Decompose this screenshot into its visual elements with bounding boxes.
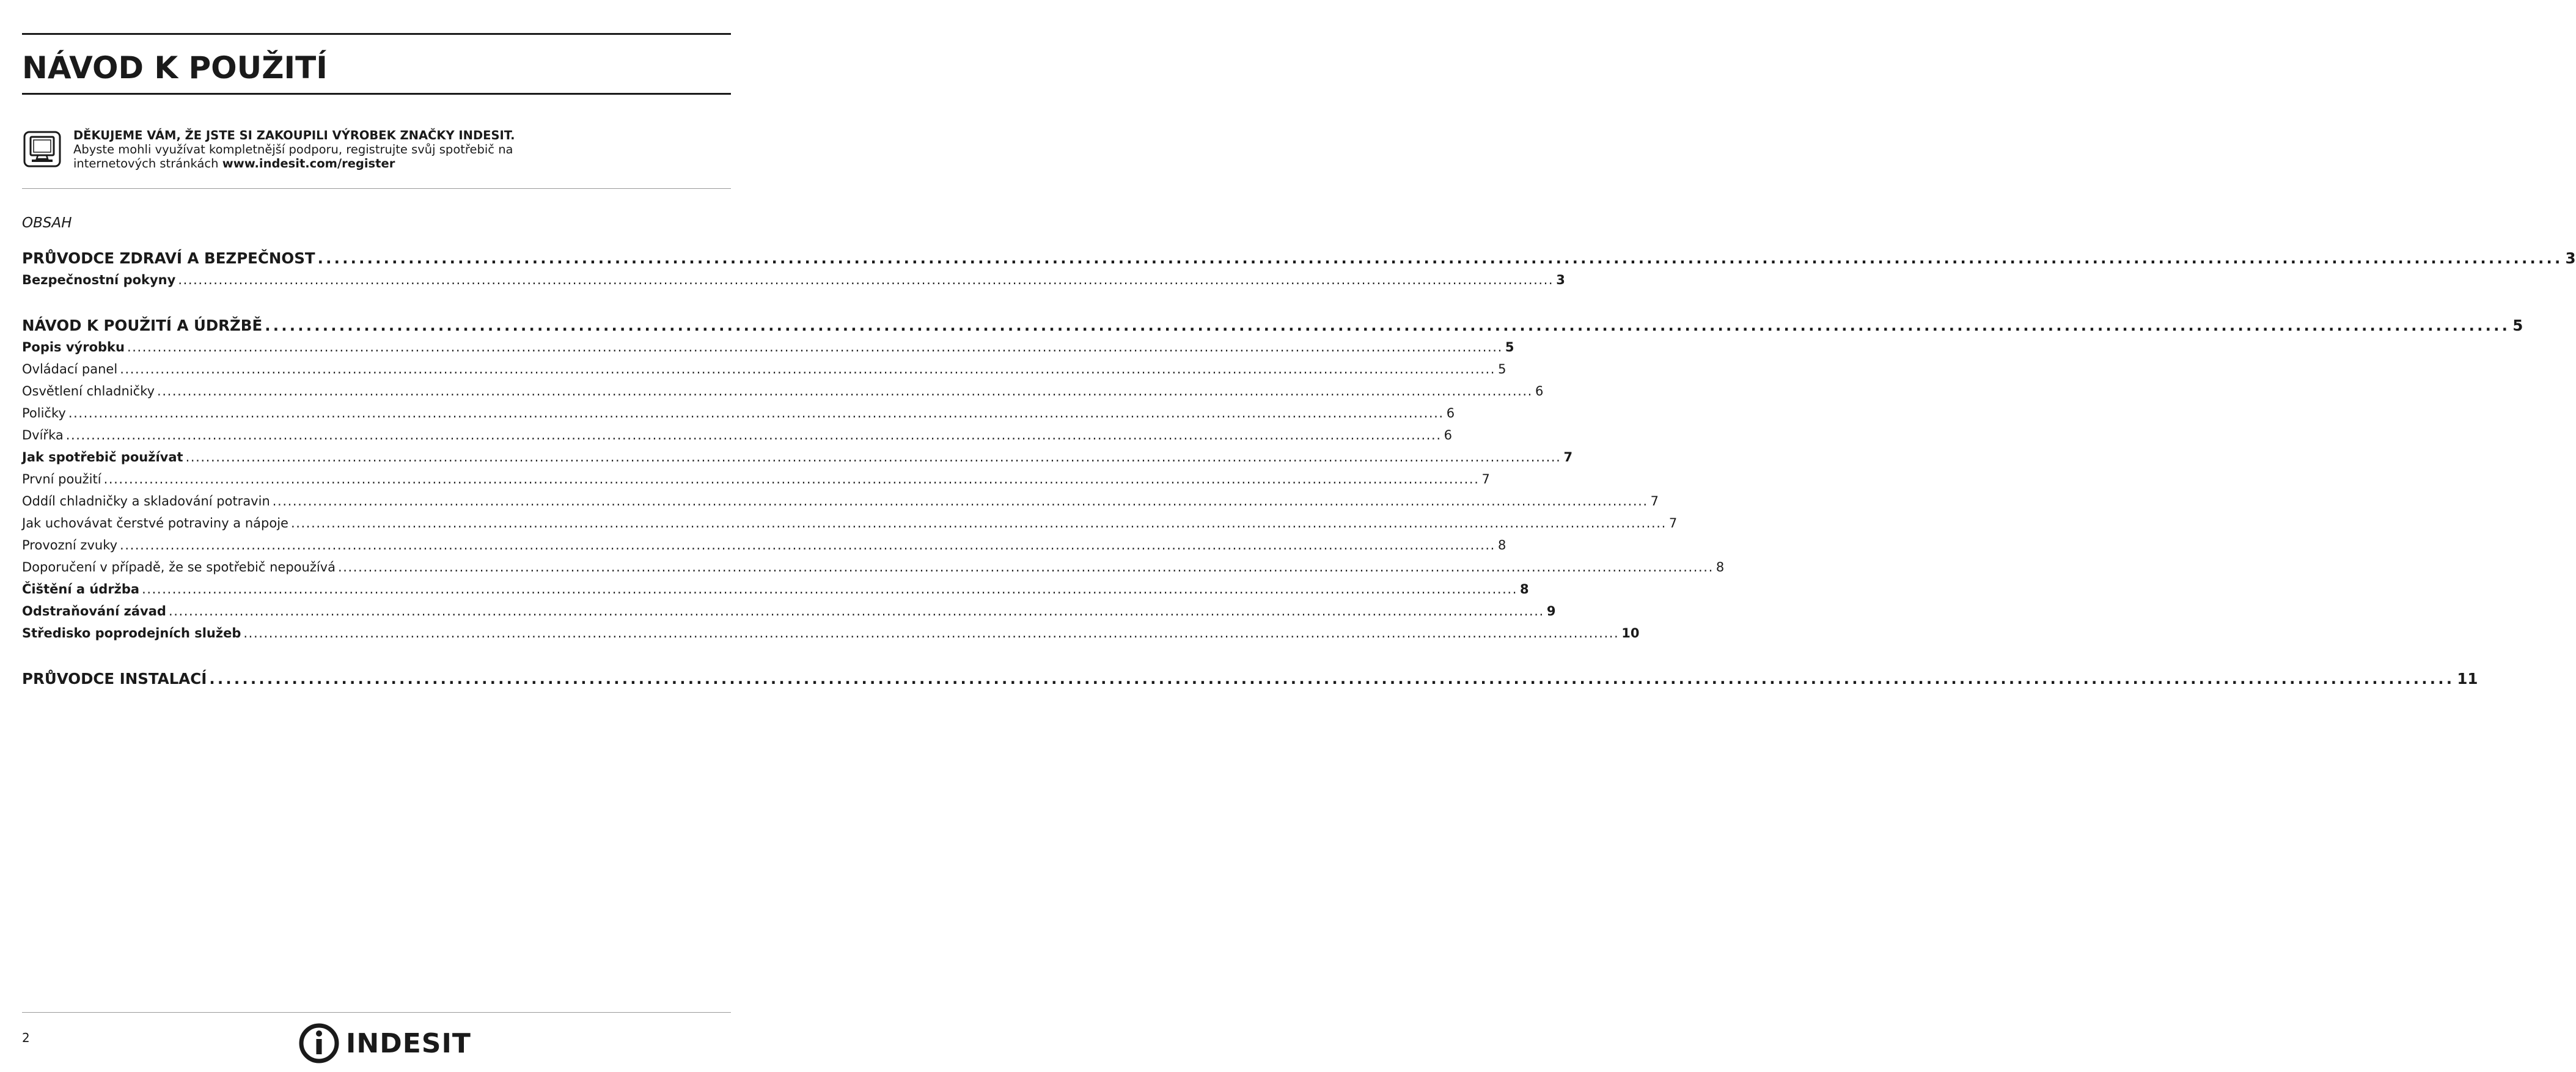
toc-entry-title: PRŮVODCE INSTALACÍ <box>22 670 207 688</box>
toc-entry-page: 11 <box>2457 670 2478 688</box>
toc-entry[interactable] <box>22 582 1529 601</box>
toc-leader <box>338 560 1714 575</box>
toc-leader <box>178 273 1554 287</box>
toc-label: OBSAH <box>22 215 72 231</box>
title-underline <box>22 93 731 95</box>
toc-entry-page: 5 <box>1505 340 1514 354</box>
intro-line-url <box>73 156 515 171</box>
toc-leader <box>68 406 1444 420</box>
toc-leader <box>291 516 1667 530</box>
toc-entry-page: 7 <box>1563 450 1573 464</box>
toc-entry[interactable] <box>22 560 1725 579</box>
toc-entry[interactable] <box>22 670 2478 689</box>
toc-entry[interactable] <box>22 538 1506 557</box>
toc-entry[interactable] <box>22 428 1452 447</box>
toc-entry-page: 7 <box>1650 494 1659 508</box>
toc-leader <box>186 450 1561 464</box>
toc-entry-title: Bezpečnostní pokyny <box>22 273 176 287</box>
toc-leader <box>127 340 1503 354</box>
toc-entry-title: Jak uchovávat čerstvé potraviny a nápoje <box>22 516 288 530</box>
toc-entry[interactable] <box>22 249 2576 269</box>
toc-entry[interactable] <box>22 384 1544 403</box>
toc-entry-page: 8 <box>1497 538 1506 553</box>
toc-entry[interactable] <box>22 516 1678 535</box>
toc-entry-title: Středisko poprodejních služeb <box>22 626 241 641</box>
toc-entry-title: Doporučení v případě, že se spotřebič nepoužívá <box>22 560 336 575</box>
toc-entry-title: Dvířka <box>22 428 64 442</box>
toc-entry-title: Oddíl chladničky a skladování potravin <box>22 494 270 508</box>
toc-entry-page: 9 <box>1546 604 1556 619</box>
intro-heading: DĚKUJEME VÁM, ŽE JSTE SI ZAKOUPILI VÝROBEK ZNAČKY INDESIT. <box>73 128 515 142</box>
toc-entry[interactable] <box>22 406 1455 425</box>
toc-leader <box>243 626 1619 641</box>
toc-entry-page: 3 <box>2565 249 2576 267</box>
toc-entry-title: NÁVOD K POUŽITÍ A ÚDRŽBĚ <box>22 317 263 334</box>
toc-entry-page: 5 <box>2512 317 2523 334</box>
toc-entry[interactable] <box>22 494 1659 513</box>
toc-entry-title: Jak spotřebič používat <box>22 450 183 464</box>
toc-entry[interactable] <box>22 273 1565 292</box>
toc-entry-page: 8 <box>1520 582 1529 597</box>
footer-divider <box>22 1012 731 1013</box>
toc-entry-title: Čištění a údržba <box>22 582 140 597</box>
toc-leader <box>265 317 2510 334</box>
monitor-icon <box>23 131 61 167</box>
toc-entry-page: 7 <box>1481 472 1490 486</box>
toc-entry-page: 6 <box>1446 406 1455 420</box>
toc-entry-page: 3 <box>1556 273 1565 287</box>
toc-entry-title: Osvětlení chladničky <box>22 384 155 398</box>
toc-entry[interactable] <box>22 317 2523 336</box>
intro-line: Abyste mohli využívat kompletnější podporu, registrujte svůj spotřebič na <box>73 142 513 156</box>
toc-entry-page: 10 <box>1621 626 1640 641</box>
registration-notice <box>23 128 726 171</box>
toc-entry-page: 6 <box>1535 384 1544 398</box>
toc-entry-page: 6 <box>1444 428 1452 442</box>
toc-entry-title: První použití <box>22 472 101 486</box>
toc-leader <box>142 582 1517 597</box>
toc-leader <box>120 362 1495 376</box>
logo-text: INDESIT <box>346 1028 471 1059</box>
toc-leader <box>120 538 1495 553</box>
toc-leader <box>209 670 2454 688</box>
toc-leader <box>66 428 1442 442</box>
toc-entry[interactable] <box>22 472 1490 491</box>
page-title: NÁVOD K POUŽITÍ <box>22 50 328 86</box>
toc-entry-title: Ovládací panel <box>22 362 118 376</box>
toc-entry-title: PRŮVODCE ZDRAVÍ A BEZPEČNOST <box>22 249 315 267</box>
toc-entry-page: 7 <box>1668 516 1678 530</box>
page-number: 2 <box>22 1030 30 1045</box>
register-link[interactable]: www.indesit.com/register <box>222 156 395 171</box>
intro-divider <box>22 188 731 189</box>
toc-entry[interactable] <box>22 626 1640 645</box>
toc-entry-title: Odstraňování závad <box>22 604 166 619</box>
toc-entry[interactable] <box>22 340 1514 359</box>
toc-leader <box>157 384 1533 398</box>
toc-leader <box>104 472 1480 486</box>
toc-entry[interactable] <box>22 604 1556 623</box>
intro-line-prefix: internetových stránkách <box>73 156 222 171</box>
indesit-logo <box>298 1022 471 1065</box>
top-rule <box>22 33 731 35</box>
toc-entry-page: 5 <box>1498 362 1506 376</box>
toc-entry[interactable] <box>22 362 1506 381</box>
toc-leader <box>273 494 1648 508</box>
toc-leader <box>318 249 2563 267</box>
toc-entry-page: 8 <box>1715 560 1725 575</box>
toc-entry-title: Popis výrobku <box>22 340 125 354</box>
toc-entry-title: Poličky <box>22 406 66 420</box>
toc-leader <box>169 604 1544 619</box>
toc-entry[interactable] <box>22 450 1573 469</box>
intro-text <box>73 128 515 171</box>
toc-entry-title: Provozní zvuky <box>22 538 118 553</box>
